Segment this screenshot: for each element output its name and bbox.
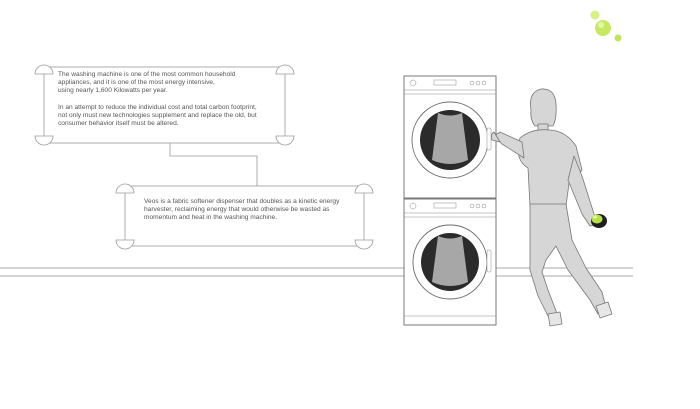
dryer-machine: [404, 76, 496, 198]
callout-connector: [170, 143, 257, 186]
leaf-bubbles-icon: [591, 11, 622, 42]
energy-harvester-device-icon: [591, 214, 607, 228]
callout-veos-paragraph-1: Veos is a fabric softener dispenser that doubles as a kinetic energy harvester, reclaiming energy that would otherwise be wasted as momentum and heat in the washing machine.: [144, 198, 340, 222]
callout-energy-paragraph-2: In an attempt to reduce the individual cost and total carbon footprint, not only must new technologies supplement and replace the old, but consumer behavior itself must be altered.: [58, 103, 257, 128]
callout-veos-text: [144, 198, 364, 223]
callout-energy-text: [58, 71, 283, 128]
washer-machine: [404, 199, 496, 325]
person-figure: [491, 89, 612, 326]
callout-energy-paragraph-1: The washing machine is one of the most common household appliances, and it is one of the most energy intensive, using nearly 1,600 Kilowatts per year.: [58, 71, 236, 95]
